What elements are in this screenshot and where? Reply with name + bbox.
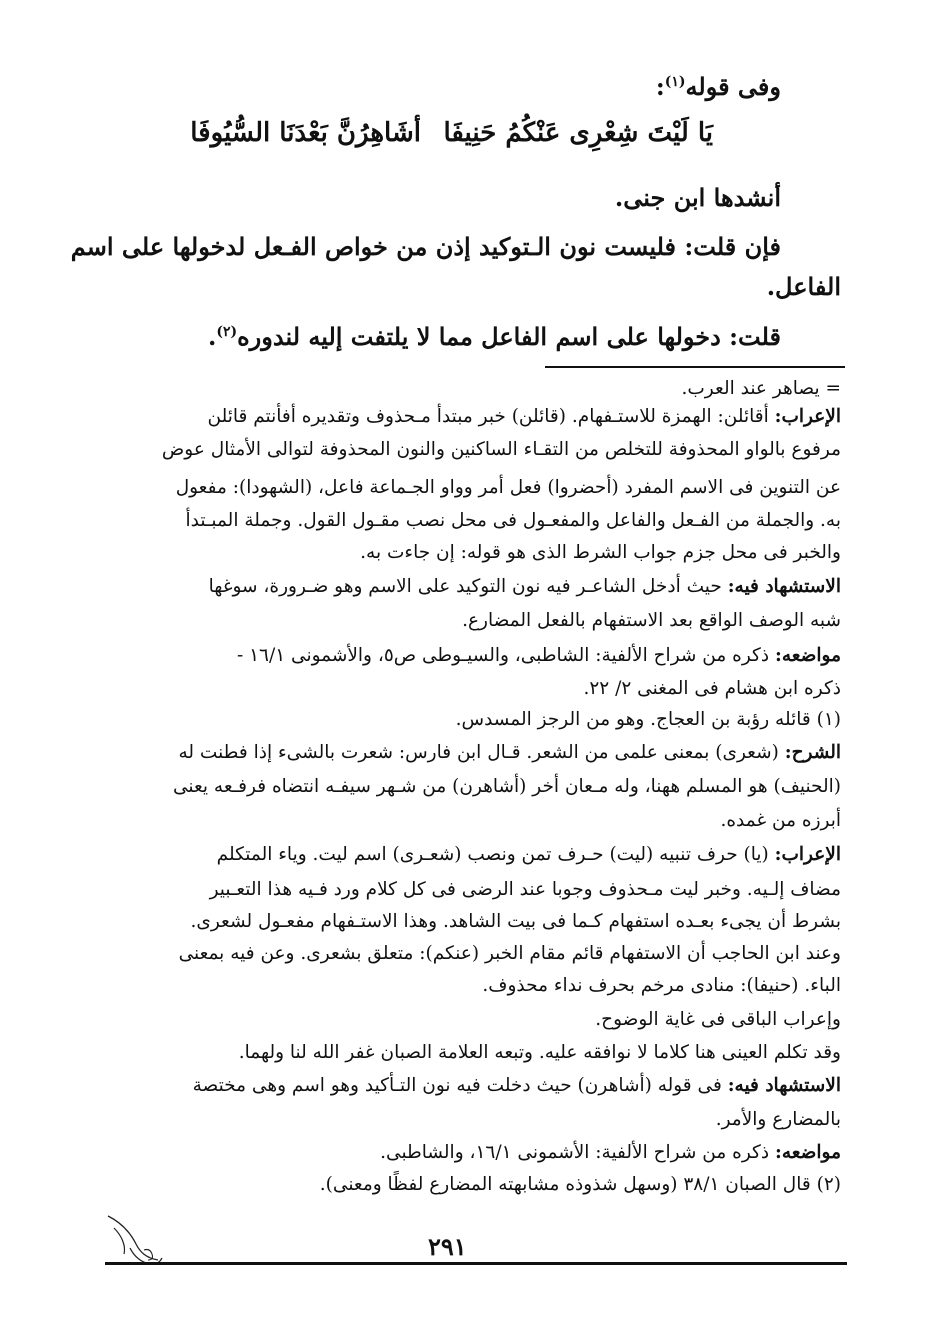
istishhad2-line-1 <box>193 1075 841 1096</box>
answer-end: . <box>207 322 217 351</box>
istishhad1-line-2: شبه الوصف الواقع بعد الاستفهام بالفعل المضارع. <box>462 610 841 631</box>
irab2-line-1 <box>217 844 841 865</box>
mawadi1-line-1 <box>237 645 841 666</box>
istishhad2-line-2: بالمضارع والأمر. <box>715 1109 841 1130</box>
sharh-line-3: أبرزه من غمده. <box>720 810 841 831</box>
footnote-ref-1: (١) <box>664 74 686 90</box>
irab2-text-1: (يا) حرف تنبيه (ليت) حـرف تمن ونصب (شعـرى) اسم ليت. وياء المتكلم <box>216 844 769 865</box>
istishhad2-label: الاستشهاد فيه: <box>727 1075 841 1096</box>
page-number: ٢٩١ <box>428 1232 467 1261</box>
irab2-line-6: وإعراب الباقى فى غاية الوضوح. <box>595 1009 841 1030</box>
irab1-line-4: به. والجملة من الفـعل والفاعل والمفعـول فى محل نصب مقـول القول. وجملة المبـتدأ <box>185 510 841 531</box>
mawadi1-label: مواضعه: <box>775 645 841 666</box>
mawadi2-text-1: ذكره من شراح الألفية: الأشمونى ١٦/١، والشاطبى. <box>380 1142 770 1163</box>
footnote-separator <box>545 366 845 368</box>
irab1-text-1: أقائلن: الهمزة للاستـفهام. (قائلن) خبر مبتدأ مـحذوف وتقديره أفأنتم قائلن <box>207 406 769 427</box>
irab2-line-2: مضاف إلـيه. وخبر ليت مـحذوف وجوبا عند الرضى فى كل كلام ورد فـيه هذا التعـبير <box>209 879 841 900</box>
sharh-line-2: (الحنيف) هو المسلم ههنا، وله مـعان أخر (أشاهرن) من شـهر سيفـه انتضاه فرفـعه يعنى <box>172 776 841 797</box>
irab2-label: الإعراب: <box>774 844 841 865</box>
footnote-1-text: قائله رؤبة بن العجاج. وهو من الرجز المسدس. <box>455 709 811 730</box>
answer-text: دخولها على اسم الفاعل مما لا يلتفت إليه لندوره <box>237 322 721 351</box>
footnote-ref-2: (٢) <box>216 324 238 340</box>
footnote-2-text: قال الصبان ٣٨/١ (وسهل شذوذه مشابهته المضارع لفظًا ومعنى). <box>319 1174 811 1195</box>
sharh-text-1: (شعرى) بمعنى علمى من الشعر. قـال ابن فارس: شعرت بالشىء إذا فطنت له <box>178 742 779 763</box>
verse-second-hemistich: أشَاهِرُنَّ بَعْدَنَا السُّيُوفَا <box>190 118 421 148</box>
intro-label: وفى قوله <box>685 72 781 101</box>
answer-label: قلت: <box>729 322 781 351</box>
irab2-line-5: الباء. (حنيفا): منادى مرخم بحرف نداء محذوف. <box>482 975 841 996</box>
bottom-rule <box>105 1262 847 1265</box>
intro-colon: : <box>655 72 665 101</box>
mawadi1-text-1: ذكره من شراح الألفية: الشاطبى، والسيـوطى ص٥، والأشمونى ١٦/١ - <box>236 645 770 666</box>
irab1-line-5: والخبر فى محل جزم جواب الشرط الذى هو قوله: إن جاءت به. <box>360 542 841 563</box>
istishhad1-label: الاستشهاد فيه: <box>727 576 841 597</box>
mawadi2-label: مواضعه: <box>775 1142 841 1163</box>
istishhad2-text-1: فى قوله (أشاهرن) حيث دخلت فيه نون التـأكيد وهو اسم وهى مختصة <box>192 1075 722 1096</box>
irab1-line-1 <box>207 406 841 427</box>
irab1-line-3: عن التنوين فى الاسم المفرد (أحضروا) فعل أمر وواو الجـماعة فاعل، (الشهودا): مفعول <box>175 477 841 498</box>
question-text-1: فليست نون الـتوكيد إذن من خواص الفـعل لدخولها على اسم <box>70 232 677 261</box>
istishhad1-line-1 <box>209 576 841 597</box>
flourish-icon <box>100 1210 170 1270</box>
footnote-1-marker: (١) <box>816 709 841 730</box>
recited-by-line: أنشدها ابن جنى. <box>614 183 781 212</box>
footnote-2-marker: (٢) <box>816 1174 841 1195</box>
question-line-1 <box>71 232 781 261</box>
istishhad1-text-1: حيث أدخل الشاعـر فيه نون التوكيد على الاسم وهو ضـرورة، سوغها <box>208 576 722 597</box>
question-label: فإن قلت: <box>684 232 781 261</box>
verse-first-hemistich: يَا لَيْتَ شِعْرِى عَنْكُمُ حَنِيفَا <box>443 118 713 148</box>
sharh-label: الشرح: <box>784 742 841 763</box>
irab2-line-7: وقد تكلم العينى هنا كلاما لا نوافقه عليه. وتبعه العلامة الصبان غفر الله لنا ولهما. <box>238 1042 841 1063</box>
irab1-label: الإعراب: <box>774 406 841 427</box>
irab1-line-2: مرفوع بالواو المحذوفة للتخلص من التقـاء الساكنين والنون المحذوفة لتوالى الأمثال عوض <box>161 439 841 460</box>
mawadi2-line-1 <box>380 1142 841 1163</box>
footnote-1 <box>456 709 841 730</box>
answer-line <box>208 322 781 351</box>
irab2-line-3: بشرط أن يجىء بعـده استفهام كـما فى بيت الشاهد. وهذا الاستـفهام مفعـول لشعرى. <box>190 911 841 932</box>
footnote-2 <box>320 1174 841 1195</box>
intro-line <box>656 72 781 101</box>
mawadi1-line-2: ذكره ابن هشام فى المغنى ٢/ ٢٢. <box>583 678 841 699</box>
footnote-continuation: = يصاهر عند العرب. <box>681 378 841 399</box>
question-line-2: الفاعل. <box>766 272 841 301</box>
irab2-line-4: وعند ابن الحاجب أن الاستفهام قائم مقام الخبر (عنكم): متعلق بشعرى. وعن فيه بمعنى <box>178 943 841 964</box>
sharh-line-1 <box>179 742 842 763</box>
